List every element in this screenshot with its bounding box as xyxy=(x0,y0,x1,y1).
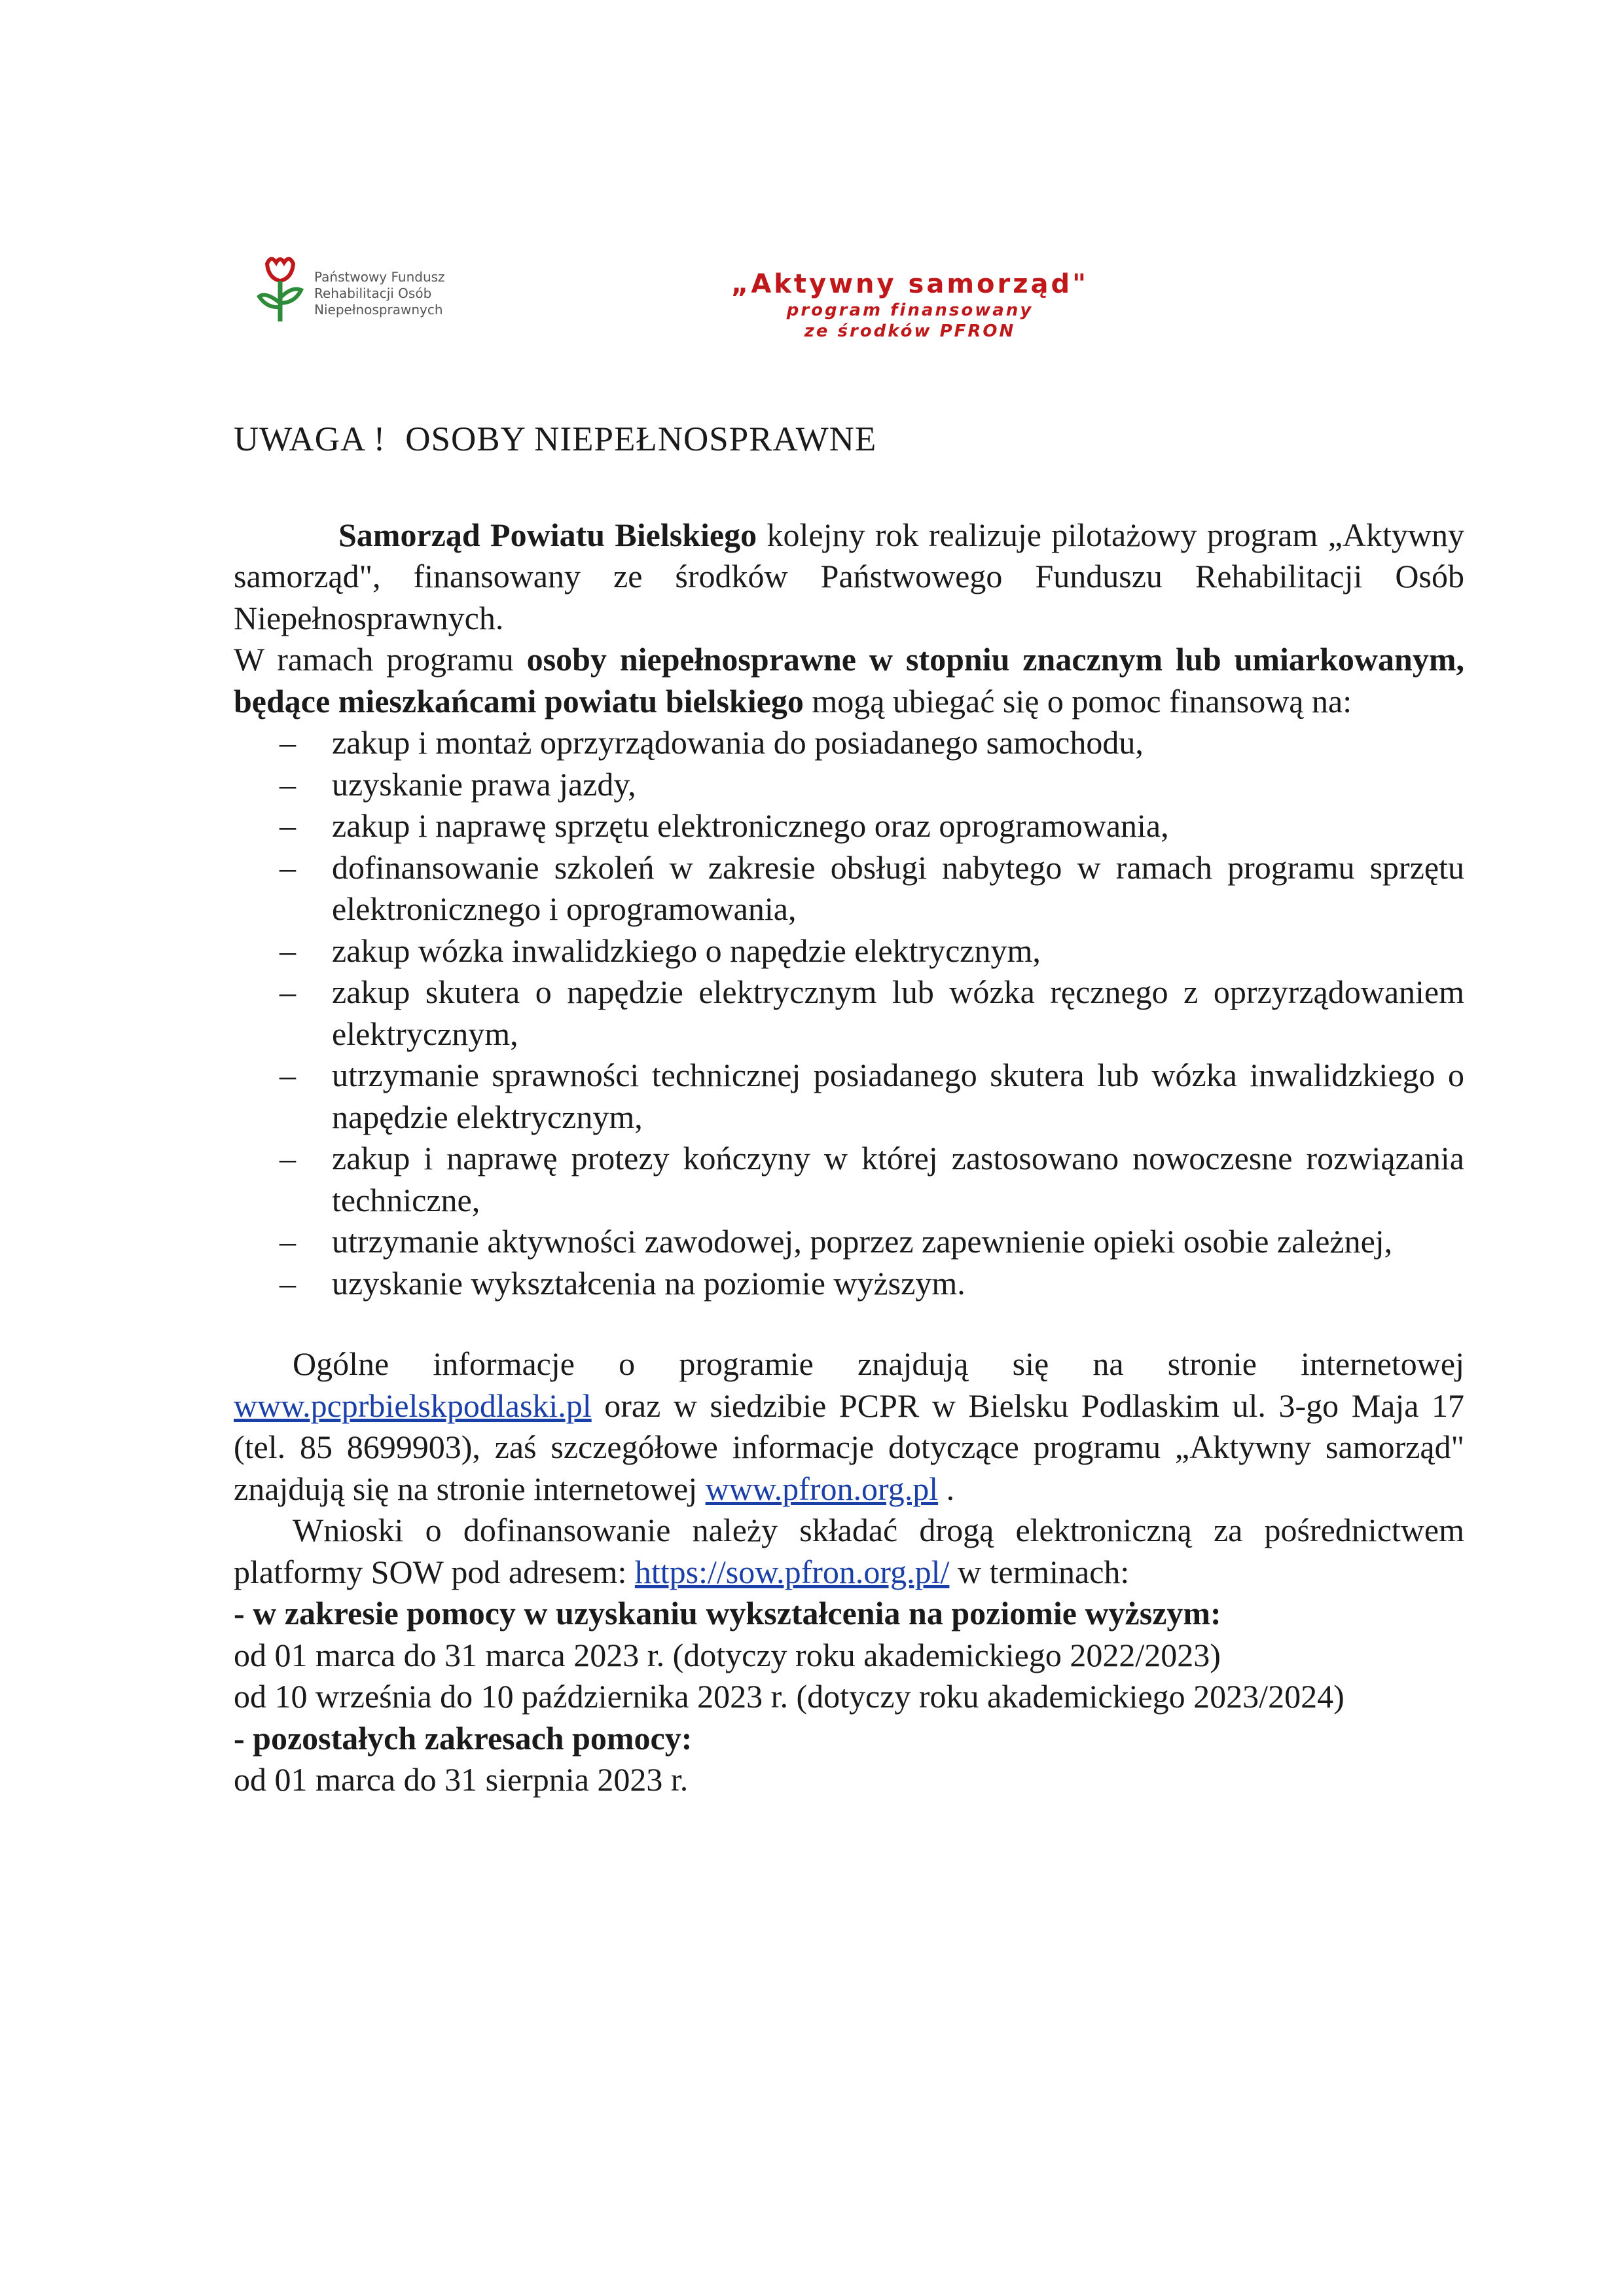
higher-ed-heading xyxy=(234,1593,1464,1635)
other-aid-deadline: od 01 marca do 31 sierpnia 2023 r. xyxy=(234,1761,689,1798)
pfron-logo-line: Rehabilitacji Osób xyxy=(314,285,432,301)
higher-ed-deadline: od 01 marca do 31 marca 2023 r. (dotyczy roku akademickiego 2022/2023) xyxy=(234,1636,1221,1673)
title-subject: OSOBY NIEPEŁNOSPRAWNE xyxy=(405,420,877,458)
page-title xyxy=(234,419,1464,461)
list-item: – utrzymanie aktywności zawodowej, poprzez zapewnienie opieki osobie zależnej, xyxy=(234,1221,1464,1263)
other-aid-heading xyxy=(234,1718,1464,1760)
intro-bold: Samorząd Powiatu Bielskiego xyxy=(338,516,757,553)
application-text: Wnioski o dofinansowanie należy składać drogą elektroniczną za pośrednictwem platformy SOW pod adresem: xyxy=(234,1512,1464,1590)
program-logo-subtitle: program finansowany xyxy=(786,301,1034,320)
pfron-website-link[interactable]: www.pfron.org.pl xyxy=(705,1470,939,1507)
list-item: – zakup i montaż oprzyrządowania do posiadanego samochodu, xyxy=(234,722,1464,764)
document-body xyxy=(234,419,1464,1801)
list-item: – zakup i naprawę protezy kończyny w której zastosowano nowoczesne rozwiązania techniczne, xyxy=(234,1138,1464,1221)
program-logo-title: „Aktywny samorząd" xyxy=(731,269,1089,299)
eligibility-bold: osoby niepełnosprawne w stopniu znacznym lub umiarkowanym, będące mieszkańcami powiatu bielskiego xyxy=(234,641,1464,720)
list-item: – zakup skutera o napędzie elektrycznym lub wózka ręcznego z oprzyrządowaniem elektrycznym, xyxy=(234,972,1464,1055)
list-item: – uzyskanie wykształcenia na poziomie wyższym. xyxy=(234,1263,1464,1305)
title-warning: UWAGA ! xyxy=(234,420,386,458)
info-text: oraz w siedzibie PCPR w Bielsku Podlaskim ul. 3-go Maja 17 (tel. 85 8699903), zaś szczegółowe informacje dotyczące programu „Aktywny samorząd" znajdują się na stronie internetowej xyxy=(234,1387,1464,1507)
list-item: – utrzymanie sprawności technicznej posiadanego skutera lub wózka inwalidzkiego o napędzie elektrycznym, xyxy=(234,1055,1464,1138)
higher-ed-deadline: od 10 września do 10 października 2023 r. (dotyczy roku akademickiego 2023/2024) xyxy=(234,1678,1344,1715)
list-item: – uzyskanie prawa jazdy, xyxy=(234,764,1464,806)
list-item: – zakup wózka inwalidzkiego o napędzie elektrycznym, xyxy=(234,930,1464,972)
program-logo-subtitle: ze środków PFRON xyxy=(804,321,1016,341)
eligibility-suffix: mogą ubiegać się o pomoc finansową na: xyxy=(803,682,1352,720)
info-paragraph xyxy=(234,1343,1464,1510)
pfron-logo xyxy=(254,252,529,331)
pcpr-website-link[interactable]: www.pcprbielskpodlaski.pl xyxy=(234,1387,592,1424)
application-paragraph xyxy=(234,1510,1464,1593)
list-item: – dofinansowanie szkoleń w zakresie obsługi nabytego w ramach programu sprzętu elektronicznego i oprogramowania, xyxy=(234,847,1464,930)
info-text: . xyxy=(938,1470,955,1507)
pfron-logo-line: Państwowy Fundusz xyxy=(314,269,445,285)
info-text: Ogólne informacje o programie znajdują się na stronie internetowej xyxy=(293,1345,1464,1382)
pfron-logo-line: Niepełnosprawnych xyxy=(314,302,443,318)
application-text: w terminach: xyxy=(949,1553,1130,1590)
higher-ed-heading-text: - w zakresie pomocy w uzyskaniu wykształcenia na poziomie wyższym: xyxy=(234,1595,1221,1631)
aid-list xyxy=(234,722,1464,1304)
pfron-logo-text xyxy=(314,269,445,318)
intro-paragraph xyxy=(234,515,1464,640)
sow-platform-link[interactable]: https://sow.pfron.org.pl/ xyxy=(634,1553,950,1590)
eligibility-prefix: W ramach programu xyxy=(234,641,527,678)
intro-text: kolejny rok realizuje pilotażowy program „Aktywny samorząd", finansowany ze środków Państwowego Funduszu Rehabilitacji Osób Niepełnosprawnych. xyxy=(234,516,1465,636)
eligibility-paragraph xyxy=(234,639,1464,722)
tulip-icon xyxy=(254,252,306,324)
program-logo xyxy=(681,268,1139,342)
list-item: – zakup i naprawę sprzętu elektronicznego oraz oprogramowania, xyxy=(234,805,1464,847)
other-aid-heading-text: - pozostałych zakresach pomocy: xyxy=(234,1719,693,1757)
